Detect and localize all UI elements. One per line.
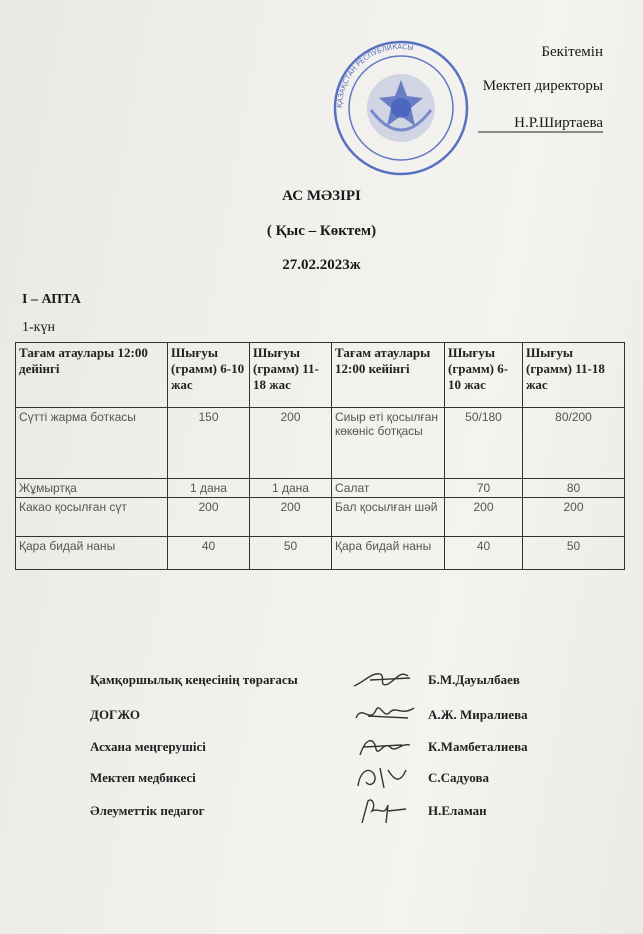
- table-cell: 50/180: [445, 408, 523, 479]
- week-label: I – АПТА: [22, 292, 81, 307]
- handwritten-signature: [350, 762, 420, 792]
- header-cell: Шығуы (грамм) 11-18 жас: [523, 343, 625, 408]
- table-row: [16, 537, 625, 570]
- table-cell: 70: [445, 479, 523, 498]
- header-cell: Шығуы (грамм) 6-10 жас: [168, 343, 250, 408]
- signature-name: Б.М.Дауылбаев: [428, 672, 520, 687]
- header-cell: Шығуы (грамм) 11-18 жас: [250, 343, 332, 408]
- table-cell: Бал қосылған шәй: [332, 498, 445, 537]
- table-row: [16, 479, 625, 498]
- table-row: [16, 498, 625, 537]
- approval-line-1: Бекітемін: [541, 44, 603, 60]
- table-cell: 80: [523, 479, 625, 498]
- table-cell: 200: [445, 498, 523, 537]
- handwritten-signature: [350, 698, 420, 728]
- day-label: 1-күн: [22, 320, 55, 335]
- table-row: [16, 408, 625, 479]
- table-cell: 200: [250, 408, 332, 479]
- table-cell: 200: [250, 498, 332, 537]
- official-seal: [331, 38, 471, 178]
- signature-name: Н.Еламан: [428, 803, 487, 818]
- table-cell: 200: [168, 498, 250, 537]
- table-cell: Салат: [332, 479, 445, 498]
- menu-date: 27.02.2023ж: [282, 257, 361, 273]
- signature-role: ДОГЖО: [90, 707, 140, 722]
- signature-name: С.Садуова: [428, 770, 489, 785]
- menu-season: ( Қыс – Көктем): [266, 223, 377, 239]
- table-cell: Сиыр еті қосылған көкөніс ботқасы: [332, 408, 445, 479]
- menu-table: [15, 342, 625, 570]
- table-cell: 200: [523, 498, 625, 537]
- table-cell: Жұмыртқа: [16, 479, 168, 498]
- table-cell: 1 дана: [250, 479, 332, 498]
- table-cell: 150: [168, 408, 250, 479]
- approval-line-3: Н.Р.Ширтаева: [514, 115, 603, 131]
- signature-line: [478, 130, 608, 134]
- table-cell: 50: [250, 537, 332, 570]
- approval-line-2: Мектеп директоры: [482, 78, 603, 94]
- table-cell: 80/200: [523, 408, 625, 479]
- signature-role: Мектеп медбикесі: [90, 770, 196, 785]
- table-header-row: [16, 343, 625, 408]
- table-cell: Қара бидай наны: [332, 537, 445, 570]
- table-cell: 1 дана: [168, 479, 250, 498]
- seal-text: ҚАЗАҚСТАН РЕСПУБЛИКАСЫ: [335, 42, 415, 109]
- table-cell: 50: [523, 537, 625, 570]
- signature-name: К.Мамбеталиева: [428, 739, 528, 754]
- header-cell: Тағам атаулары 12:00 кейінгі: [332, 343, 445, 408]
- header-cell: Тағам атаулары 12:00 дейінгі: [16, 343, 168, 408]
- menu-title: АС МӘЗІРІ: [282, 188, 361, 204]
- signature-role: Әлеуметтік педагог: [90, 803, 205, 818]
- header-cell: Шығуы (грамм) 6-10 жас: [445, 343, 523, 408]
- table-cell: Қара бидай наны: [16, 537, 168, 570]
- handwritten-signature: [350, 795, 420, 825]
- signature-name: А.Ж. Миралиева: [428, 707, 528, 722]
- table-cell: Сүтті жарма боткасы: [16, 408, 168, 479]
- signature-role: Асхана меңгерушісі: [90, 739, 206, 754]
- table-cell: 40: [168, 537, 250, 570]
- signature-role: Қамқоршылық кеңесінің төрағасы: [90, 672, 298, 687]
- handwritten-signature: [350, 731, 420, 761]
- table-cell: 40: [445, 537, 523, 570]
- table-cell: Какао қосылған сүт: [16, 498, 168, 537]
- handwritten-signature: [350, 664, 420, 694]
